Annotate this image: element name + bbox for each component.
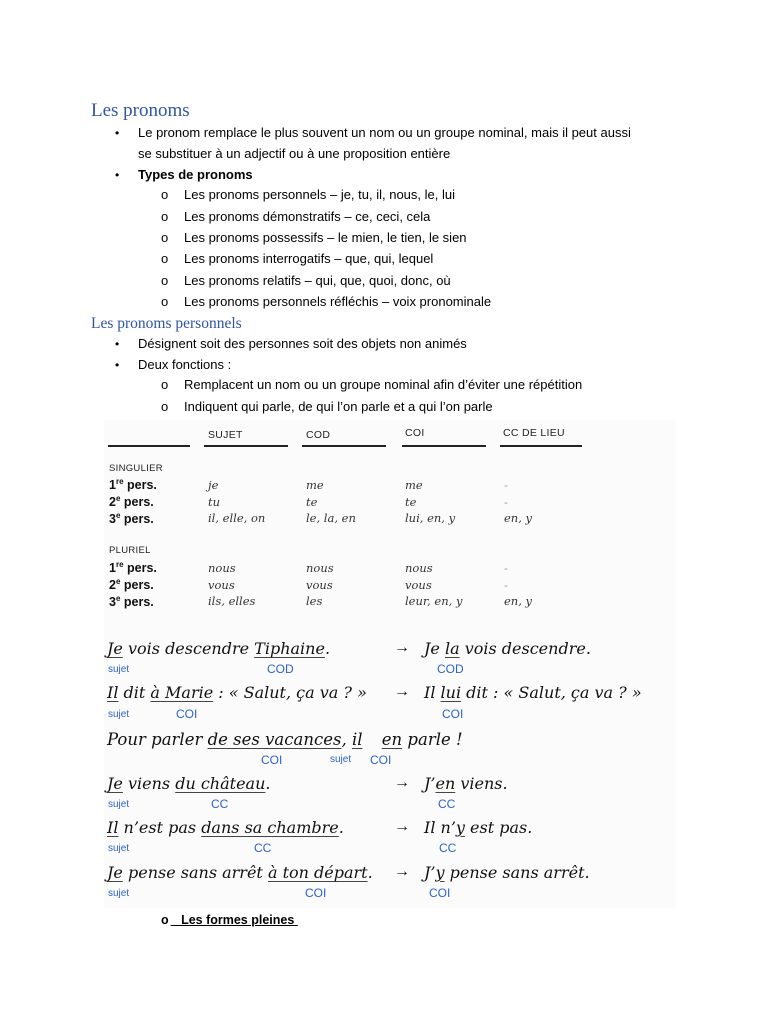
arrow-icon: → (394, 818, 410, 835)
label-cc: CC (439, 841, 457, 855)
table-cell: nous (208, 561, 236, 575)
table-cell: en, y (504, 511, 533, 525)
sub-bullet-icon: o (161, 230, 169, 245)
intro-line-1: Le pronom remplace le plus souvent un nom ou un groupe nominal, mais il peut aussi (138, 125, 631, 140)
header-rule (402, 445, 486, 447)
table-cell: le, la, en (306, 511, 356, 525)
types-title: Types de pronoms (138, 167, 253, 182)
type-item: Les pronoms démonstratifs – ce, ceci, cela (184, 209, 431, 224)
table-cell: te (405, 495, 417, 509)
person-label: 3e pers. (109, 594, 154, 610)
group-pluriel: PLURIEL (109, 545, 151, 556)
example-sentence: Il dit à Marie : « Salut, ça va ? » (107, 683, 367, 702)
header-rule (500, 445, 582, 447)
label-cod: COD (437, 662, 464, 676)
label-cc: CC (438, 797, 456, 811)
label-sujet: sujet (108, 843, 130, 854)
type-item: Les pronoms relatifs – qui, que, quoi, donc, où (184, 273, 451, 288)
type-item: Les pronoms personnels réfléchis – voix pronominale (184, 294, 492, 309)
person-label: 1re pers. (109, 560, 157, 576)
label-coi: COI (429, 886, 451, 900)
fonction-item: Indiquent qui parle, de qui l’on parle et a qui l’on parle (184, 399, 493, 414)
heading-pronoms-personnels: Les pronoms personnels (91, 315, 242, 332)
table-cell: nous (306, 561, 334, 575)
sub-bullet-icon: o (161, 273, 169, 288)
label-cc: CC (254, 841, 272, 855)
label-coi: COI (176, 707, 198, 721)
table-cell: nous (405, 561, 433, 575)
table-cell: je (208, 478, 219, 492)
example-result: J’y pense sans arrêt. (424, 863, 590, 882)
table-cell: tu (208, 495, 221, 509)
intro-line-2: se substituer à un adjectif ou à une proposition entière (138, 146, 451, 161)
perso-bullet: Deux fonctions : (138, 357, 232, 372)
arrow-icon: → (394, 639, 410, 656)
example-sentence: Pour parler de ses vacances, il en parle ! (107, 730, 463, 749)
table-cell: vous (208, 578, 235, 592)
person-label: 1re pers. (109, 477, 157, 493)
label-sujet: sujet (108, 709, 130, 720)
sub-bullet-icon: o (161, 251, 169, 266)
sub-bullet-icon: o (161, 399, 169, 414)
sub-bullet-icon: o (161, 294, 169, 309)
table-cell: vous (405, 578, 432, 592)
example-result: J’en viens. (424, 774, 508, 793)
person-label: 2e pers. (109, 577, 154, 593)
label-sujet: sujet (108, 799, 130, 810)
example-sentence: Il n’est pas dans sa chambre. (107, 818, 344, 837)
perso-bullet: Désignent soit des personnes soit des objets non animés (138, 336, 467, 351)
example-sentence: Je vois descendre Tiphaine. (107, 639, 331, 658)
label-coi: COI (442, 707, 464, 721)
type-item: Les pronoms interrogatifs – que, qui, lequel (184, 251, 434, 266)
table-cell: ils, elles (208, 594, 256, 608)
header-rule (302, 445, 386, 447)
table-cell: - (504, 578, 508, 592)
col-header-sujet: SUJET (208, 429, 243, 441)
footer-text: Les formes pleines (181, 913, 295, 927)
example-sentence: Je viens du château. (107, 774, 271, 793)
sub-bullet-icon: o (161, 187, 169, 202)
table-cell: vous (306, 578, 333, 592)
example-result: Il lui dit : « Salut, ça va ? » (424, 683, 642, 702)
bullet-icon: • (115, 168, 120, 182)
arrow-icon: → (394, 774, 410, 791)
sub-bullet-icon: o (161, 913, 169, 927)
table-cell: - (504, 495, 508, 509)
person-label: 3e pers. (109, 511, 154, 527)
label-sujet: sujet (108, 664, 130, 675)
person-label: 2e pers. (109, 494, 154, 510)
example-sentence: Je pense sans arrêt à ton départ. (107, 863, 373, 882)
example-result: Il n’y est pas. (424, 818, 533, 837)
type-item: Les pronoms personnels – je, tu, il, nous, le, lui (184, 187, 455, 202)
bullet-icon: • (115, 126, 120, 140)
arrow-icon: → (394, 683, 410, 700)
table-cell: les (306, 594, 323, 608)
header-rule (108, 445, 190, 447)
col-header-cod: COD (306, 429, 331, 441)
table-cell: me (405, 478, 423, 492)
bullet-icon: • (115, 337, 120, 351)
label-cc: CC (211, 797, 229, 811)
table-cell: me (306, 478, 324, 492)
heading-les-pronoms: Les pronoms (91, 100, 190, 121)
table-cell: - (504, 478, 508, 492)
table-cell: il, elle, on (208, 511, 266, 525)
col-header-coi: COI (405, 427, 425, 439)
bullet-icon: • (115, 358, 120, 372)
sub-bullet-icon: o (161, 377, 169, 392)
table-cell: - (504, 561, 508, 575)
table-cell: te (306, 495, 318, 509)
header-rule (204, 445, 288, 447)
label-coi: COI (370, 753, 392, 767)
pronoun-table-scan (104, 420, 676, 908)
group-singulier: SINGULIER (109, 463, 163, 474)
sub-bullet-icon: o (161, 209, 169, 224)
arrow-icon: → (394, 863, 410, 880)
table-cell: leur, en, y (405, 594, 463, 608)
label-cod: COD (267, 662, 294, 676)
col-header-cc-lieu: CC DE LIEU (503, 427, 565, 439)
type-item: Les pronoms possessifs – le mien, le tien, le sien (184, 230, 467, 245)
table-cell: lui, en, y (405, 511, 456, 525)
label-sujet: sujet (330, 754, 352, 765)
label-coi: COI (261, 753, 283, 767)
label-sujet: sujet (108, 888, 130, 899)
table-cell: en, y (504, 594, 533, 608)
example-result: Je la vois descendre. (424, 639, 591, 658)
footer-heading (161, 913, 298, 927)
fonction-item: Remplacent un nom ou un groupe nominal afin d’éviter une répétition (184, 377, 583, 392)
label-coi: COI (305, 886, 327, 900)
